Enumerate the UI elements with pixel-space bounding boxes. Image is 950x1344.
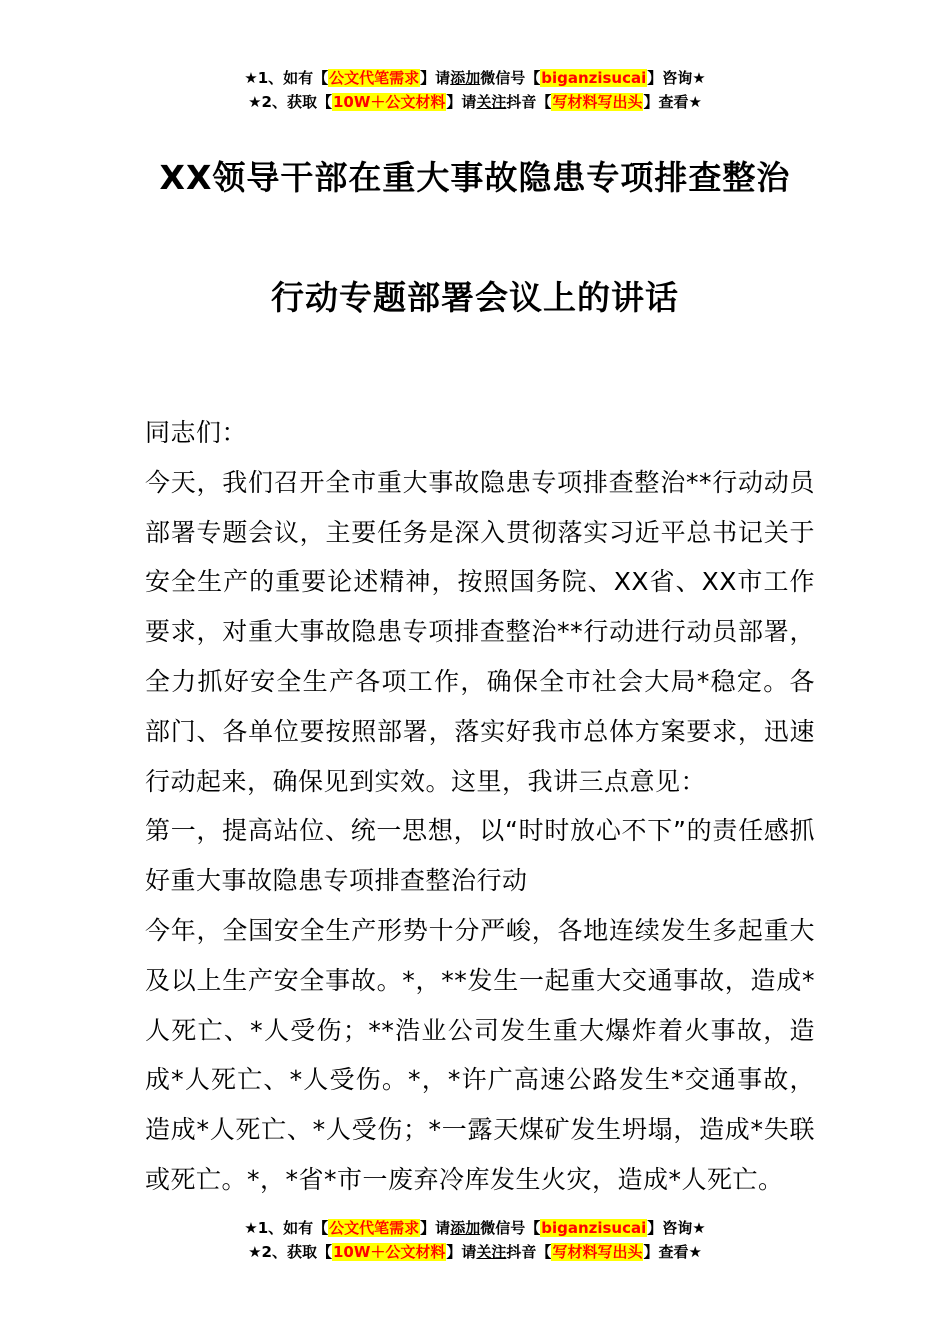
banner-text: 】咨询★ bbox=[647, 1219, 706, 1237]
banner-highlight: 10W＋公文材料 bbox=[332, 93, 446, 111]
paragraph-1: 今天，我们召开全市重大事故隐患专项排查整治**行动动员部署专题会议，主要任务是深入贯彻落实习近平总书记关于安全生产的重要论述精神，按照国务院、XX省、XX市工作要求，对重大事故隐患专项排查整治**行动进行动员部署，全力抓好安全生产各项工作，确保全市社会大局*稳定。各部门、各单位要按照部署，落实好我市总体方案要求，迅速行动起来，确保见到实效。这里，我讲三点意见： bbox=[145, 467, 815, 796]
banner-line-1 bbox=[0, 66, 950, 90]
banner-text: ★1、如有【 bbox=[244, 1219, 329, 1237]
header-banner bbox=[0, 66, 950, 114]
banner-highlight: 公文代笔需求 bbox=[329, 1219, 420, 1237]
banner-douyin-id: 写材料写出头 bbox=[552, 1243, 643, 1261]
banner-text: 】请 bbox=[420, 1219, 451, 1237]
banner-underlined: 添加 bbox=[450, 69, 481, 87]
banner-text: 】请 bbox=[446, 1243, 477, 1261]
banner-underlined: 关注 bbox=[476, 1243, 507, 1261]
banner-highlight: 10W＋公文材料 bbox=[332, 1243, 446, 1261]
footer-banner bbox=[0, 1216, 950, 1264]
banner-douyin-id: 写材料写出头 bbox=[552, 93, 643, 111]
banner-text: 】咨询★ bbox=[647, 69, 706, 87]
banner-highlight: 公文代笔需求 bbox=[329, 69, 420, 87]
banner-text: 】查看★ bbox=[643, 1243, 702, 1261]
banner-text: ★2、获取【 bbox=[248, 1243, 332, 1261]
banner-underlined: 添加 bbox=[450, 1219, 481, 1237]
banner-line-2 bbox=[0, 1240, 950, 1264]
banner-text: 抖音【 bbox=[506, 93, 552, 111]
banner-text: 抖音【 bbox=[506, 1243, 552, 1261]
banner-text: 】请 bbox=[446, 93, 477, 111]
banner-text: 】请 bbox=[420, 69, 451, 87]
banner-line-2 bbox=[0, 90, 950, 114]
section-heading-1: 第一，提高站位、统一思想，以“时时放心不下”的责任感抓好重大事故隐患专项排查整治行动 bbox=[145, 816, 815, 896]
banner-text: ★1、如有【 bbox=[244, 69, 329, 87]
greeting: 同志们： bbox=[145, 418, 248, 447]
paragraph-2: 今年，全国安全生产形势十分严峻，各地连续发生多起重大及以上生产安全事故。*，**发生一起重大交通事故，造成*人死亡、*人受伤；**浩业公司发生重大爆炸着火事故，造成*人死亡、*人受伤。*，*许广高速公路发生*交通事故，造成*人死亡、*人受伤；*一露天煤矿发生坍塌，造成*失联或死亡。*，*省*市一废弃冷库发生火灾，造成*人死亡。 bbox=[145, 915, 815, 1194]
banner-text: 微信号【 bbox=[480, 69, 541, 87]
banner-text: 微信号【 bbox=[480, 1219, 541, 1237]
document-title-line-1: XX领导干部在重大事故隐患专项排查整治 bbox=[159, 158, 791, 197]
banner-wechat-id: biganzisucai bbox=[541, 69, 647, 87]
banner-underlined: 关注 bbox=[476, 93, 507, 111]
banner-text: ★2、获取【 bbox=[248, 93, 332, 111]
banner-text: 】查看★ bbox=[643, 93, 702, 111]
document-title-line-2: 行动专题部署会议上的讲话 bbox=[271, 278, 679, 317]
banner-wechat-id: biganzisucai bbox=[541, 1219, 647, 1237]
banner-line-1 bbox=[0, 1216, 950, 1240]
document-body bbox=[145, 408, 815, 1205]
